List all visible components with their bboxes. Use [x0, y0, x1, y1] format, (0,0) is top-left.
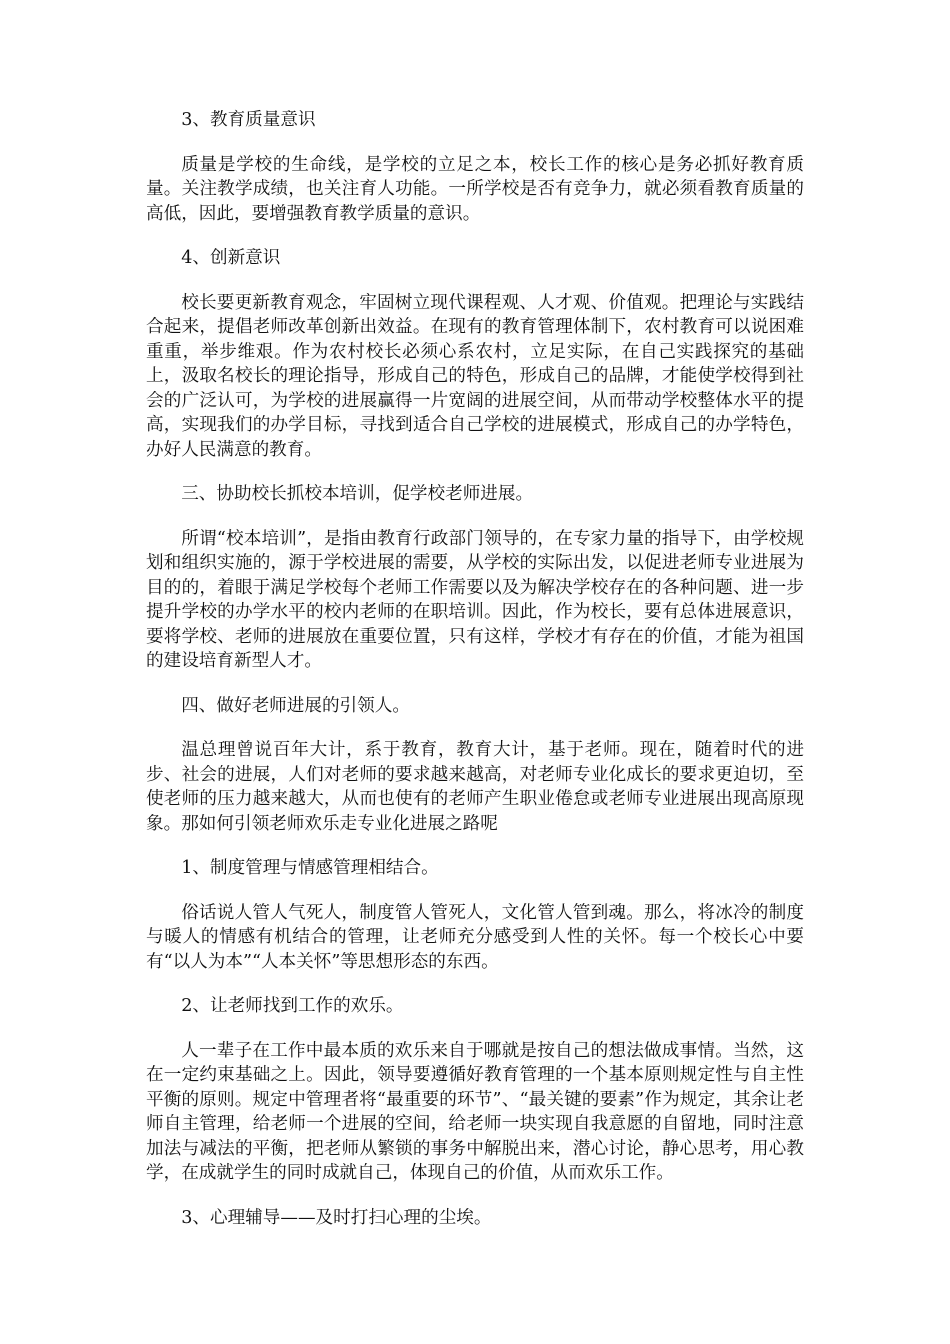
section-heading-system-emotion: 1、制度管理与情感管理相结合。	[181, 858, 439, 878]
paragraph-teacher-leadership: 温总理曾说百年大计，系于教育，教育大计，基于老师。现在，随着时代的进步、社会的进展，人们对老师的要求越来越高，对老师专业化成长的要求更迫切，至使老师的压力越来越大，从而也使有的老师产生职业倦怠或老师专业进展出现高原现象。那如何引领老师欢乐走专业化进展之路呢	[146, 740, 804, 834]
section-heading-school-training: 三、协助校长抓校本培训，促学校老师进展。	[181, 484, 534, 504]
section-heading-work-happiness: 2、让老师找到工作的欢乐。	[181, 996, 404, 1016]
paragraph-education-quality: 质量是学校的生命线，是学校的立足之本，校长工作的核心是务必抓好教育质量。关注教学成绩，也关注育人功能。一所学校是否有竞争力，就必须看教育质量的高低，因此，要增强教育教学质量的意识。	[146, 154, 804, 224]
section-heading-education-quality: 3、教育质量意识	[181, 110, 316, 130]
section-heading-innovation: 4、创新意识	[181, 248, 281, 268]
paragraph-innovation: 校长要更新教育观念，牢固树立现代课程观、人才观、价值观。把理论与实践结合起来，提倡老师改革创新出效益。在现有的教育管理体制下，农村教育可以说困难重重，举步维艰。作为农村校长必须心系农村，立足实际，在自己实践探究的基础上，汲取名校长的理论指导，形成自己的特色，形成自己的品牌，才能使学校得到社会的广泛认可，为学校的进展赢得一片宽阔的进展空间，从而带动学校整体水平的提高，实现我们的办学目标，寻找到适合自己学校的进展模式，形成自己的办学特色，办好人民满意的教育。	[146, 292, 804, 460]
paragraph-work-happiness: 人一辈子在工作中最本质的欢乐来自于哪就是按自己的想法做成事情。当然，这在一定约束基础之上。因此，领导要遵循好教育管理的一个基本原则规定性与自主性平衡的原则。规定中管理者将“最重要的环节”、“最关键的要素”作为规定，其余让老师自主管理，给老师一个进展的空间，给老师一块实现自我意愿的自留地，同时注意加法与减法的平衡，把老师从繁锁的事务中解脱出来，潜心讨论，静心思考，用心教学，在成就学生的同时成就自己，体现自己的价值，从而欢乐工作。	[146, 1040, 804, 1183]
paragraph-system-emotion: 俗话说人管人气死人，制度管人管死人，文化管人管到魂。那么，将冰冷的制度与暖人的情感有机结合的管理，让老师充分感受到人性的关怀。每一个校长心中要有“以人为本”“人本关怀”等思想形态的东西。	[146, 902, 804, 972]
section-heading-psychological-counseling: 3、心理辅导——及时打扫心理的尘埃。	[181, 1207, 492, 1228]
paragraph-school-training: 所谓“校本培训”，是指由教育行政部门领导的，在专家力量的指导下，由学校规划和组织实施的，源于学校进展的需要，从学校的实际出发，以促进老师专业进展为目的的，着眼于满足学校每个老师工作需要以及为解决学校存在的各种问题、进一步提升学校的办学水平的校内老师的在职培训。因此，作为校长，要有总体进展意识，要将学校、老师的进展放在重要位置，只有这样，学校才有存在的价值，才能为祖国的建设培育新型人才。	[146, 528, 804, 671]
section-heading-teacher-leadership: 四、做好老师进展的引领人。	[181, 695, 410, 716]
